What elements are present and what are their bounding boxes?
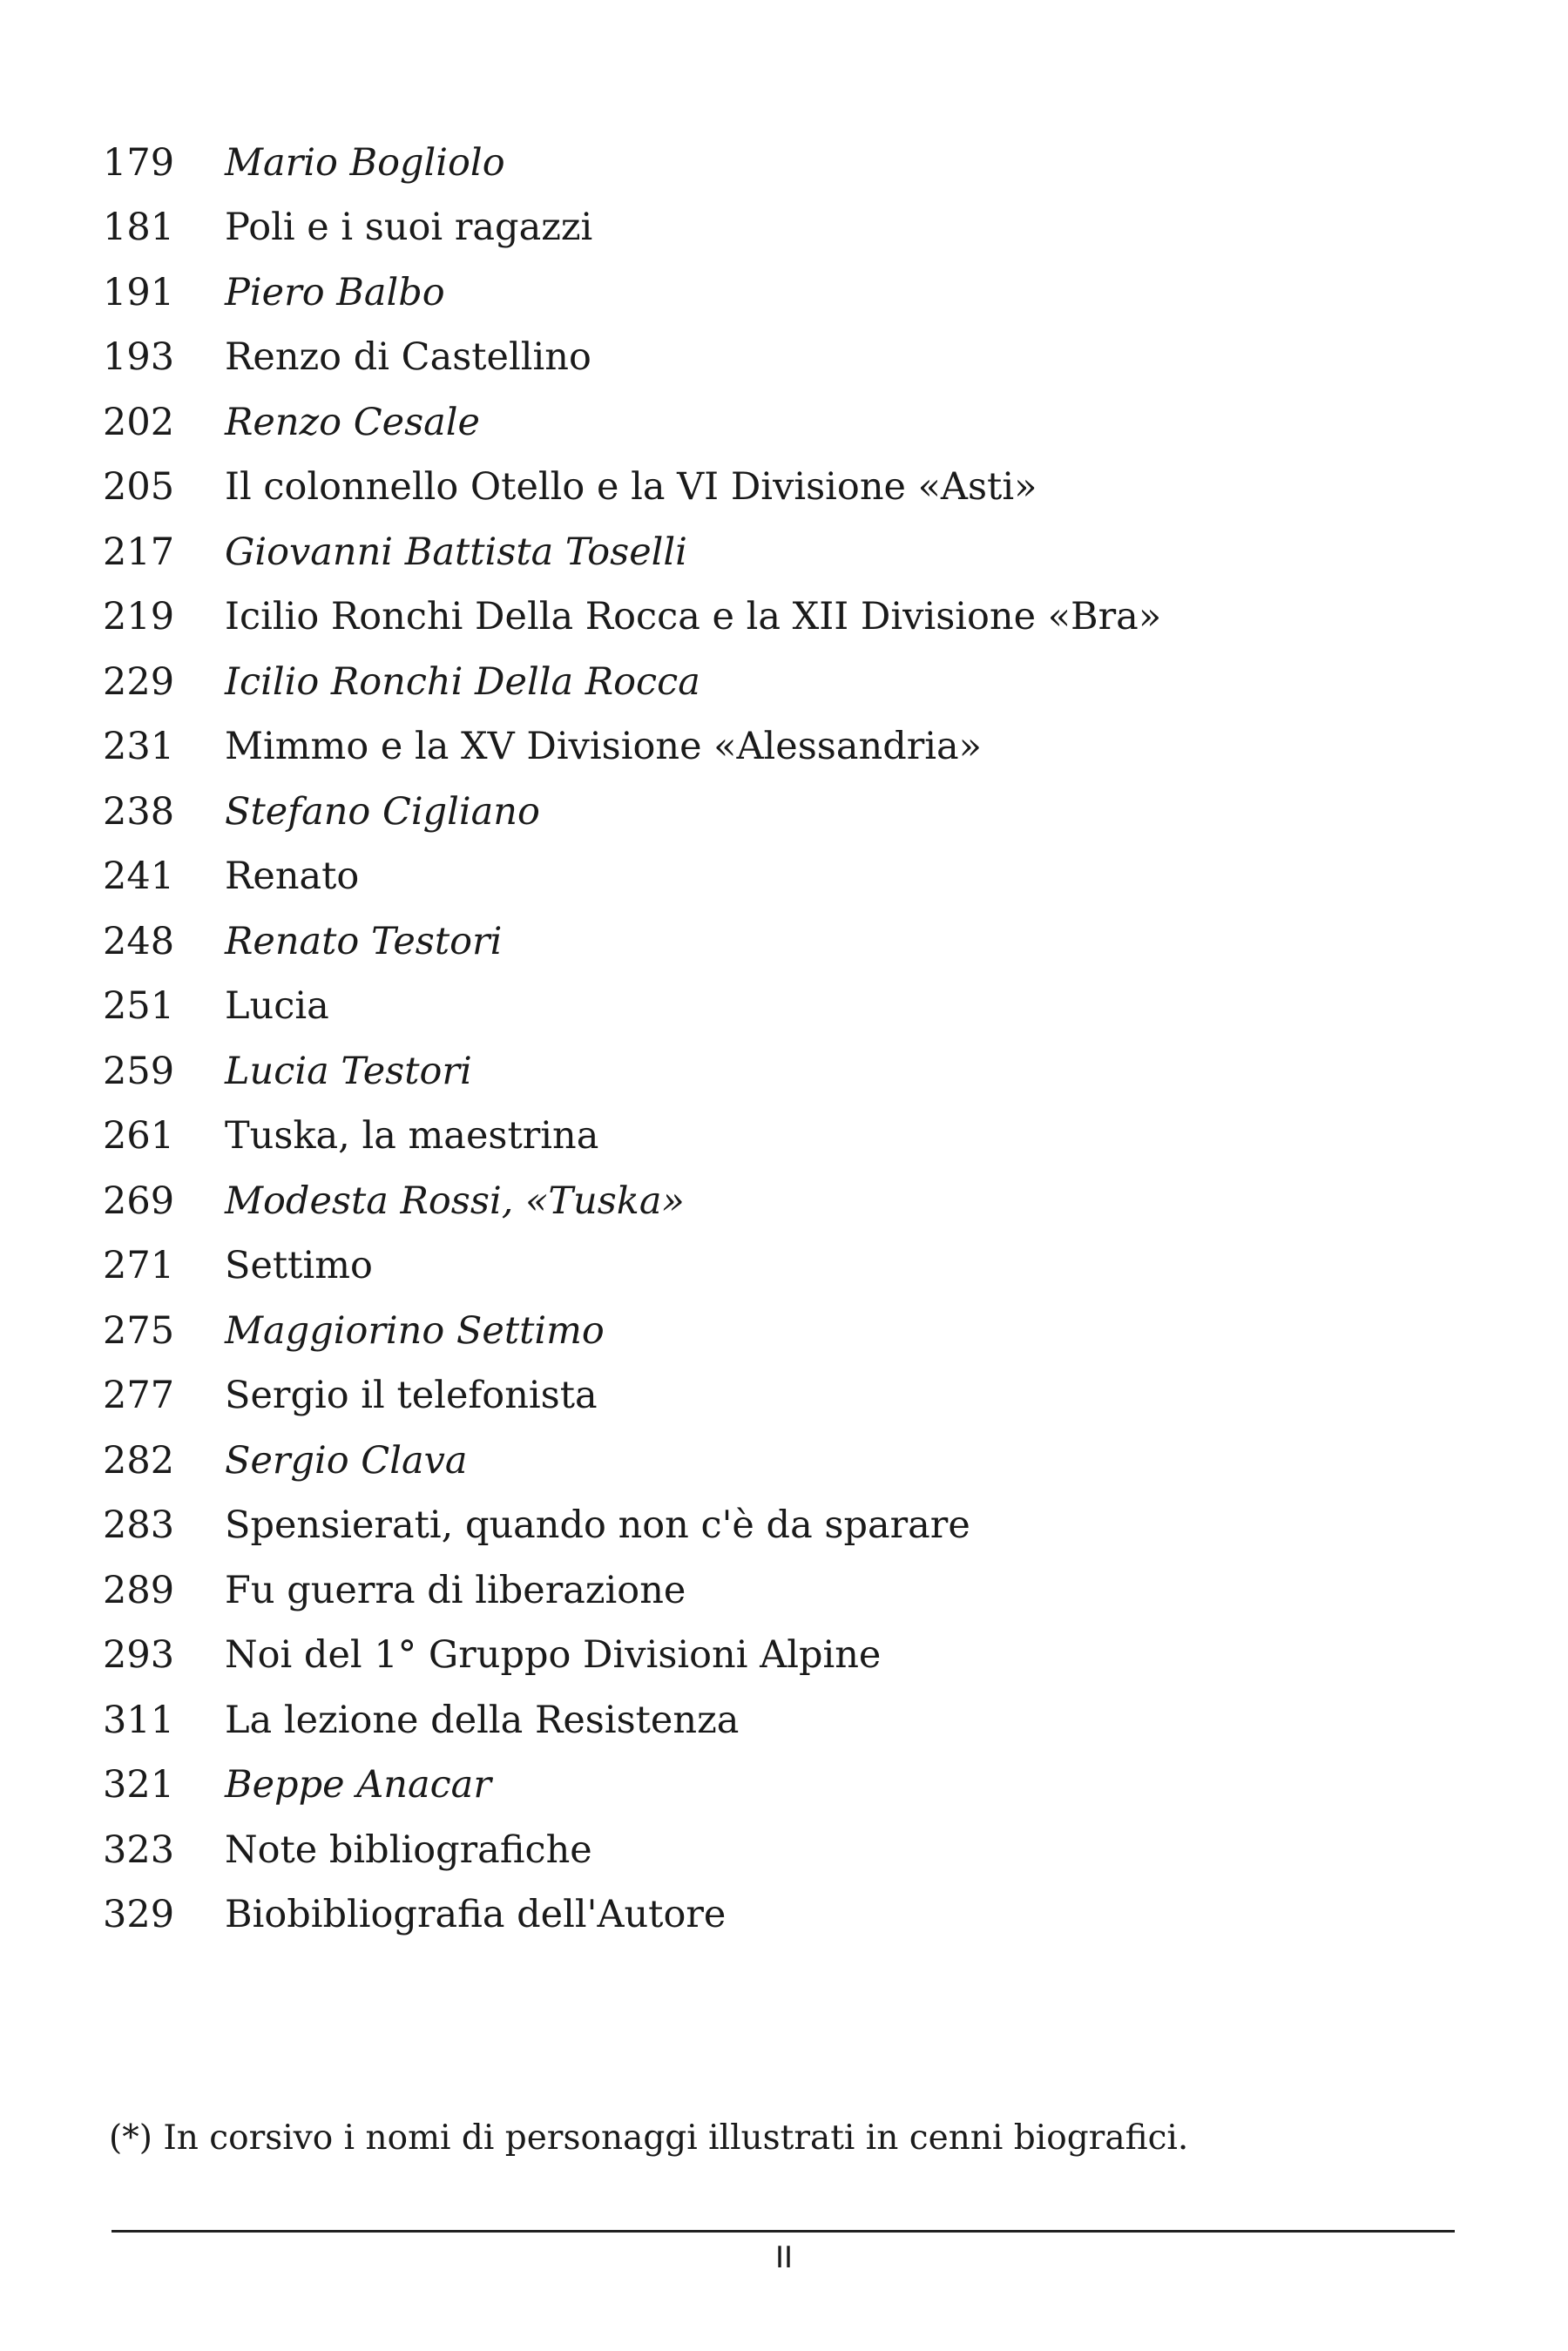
toc-entry [103,326,1462,391]
toc-entry [103,1883,1462,1949]
toc-entry [103,1169,1462,1234]
toc-entry [103,196,1462,261]
toc-entry [103,1558,1462,1624]
toc-entry-title: Mario Bogliolo [225,140,505,185]
toc-entry [103,1753,1462,1819]
toc-entry-title: Icilio Ronchi Della Rocca e la XII Divisione «Bra» [225,595,1162,639]
toc-entry-title: Beppe Anacar [225,1763,491,1807]
toc-entry [103,1688,1462,1753]
toc-entry [103,1105,1462,1170]
toc-page-number: 269 [103,1179,175,1223]
toc-page-number: 259 [103,1049,175,1093]
toc-page-number: 329 [103,1893,175,1937]
toc-entry [103,845,1462,910]
toc-entry [103,1299,1462,1364]
toc-entry-title: Tuska, la maestrina [225,1114,599,1159]
toc-entry-title: Settimo [225,1244,373,1288]
toc-entry-title: La lezione della Resistenza [225,1698,740,1742]
toc-entry [103,390,1462,456]
toc-page-number: 229 [103,659,175,704]
toc-page-number: 191 [103,270,175,314]
toc-page-number: 181 [103,206,175,250]
toc-page-number: 277 [103,1374,175,1418]
toc-page-number: 205 [103,465,175,510]
toc-entry-title: Biobibliografia dell'Autore [225,1893,727,1937]
toc-page-number: 179 [103,140,175,185]
toc-page-number: 261 [103,1114,175,1159]
toc-entry-title: Poli e i suoi ragazzi [225,206,593,250]
toc-page-number: 248 [103,919,175,963]
toc-entry-title: Maggiorino Settimo [225,1308,605,1353]
toc-entry-title: Sergio Clava [225,1438,468,1483]
toc-entry [103,1818,1462,1883]
toc-entry-title: Spensierati, quando non c'è da sparare [225,1503,970,1548]
toc-page-number: 231 [103,725,175,769]
footnote: (*) In corsivo i nomi di personaggi illustrati in cenni biografici. [109,2118,1189,2158]
toc-entry-title: Icilio Ronchi Della Rocca [225,659,700,704]
toc-entry [103,975,1462,1040]
toc-entry-title: Note bibliografiche [225,1827,592,1872]
toc-entry-title: Renato Testori [225,919,503,963]
page-number: II [774,2240,794,2275]
toc-page-number: 217 [103,530,175,574]
toc-entry [103,1494,1462,1559]
toc-entry [103,715,1462,780]
toc-page-number: 289 [103,1568,175,1612]
toc-entry [103,1429,1462,1494]
toc-page-number: 293 [103,1633,175,1678]
toc-page-number: 251 [103,984,175,1029]
toc-page-number: 311 [103,1698,175,1742]
toc-entry [103,1624,1462,1689]
toc-entry-title: Il colonnello Otello e la VI Divisione «Asti» [225,465,1037,510]
toc-entry-title: Piero Balbo [225,270,445,314]
toc-entry [103,585,1462,651]
toc-page-number: 275 [103,1308,175,1353]
toc-page-number: 283 [103,1503,175,1548]
toc-entry-title: Mimmo e la XV Divisione «Alessandria» [225,725,982,769]
toc-entry-title: Giovanni Battista Toselli [225,530,687,574]
toc-page-number: 202 [103,400,175,444]
toc-entry [103,456,1462,521]
toc-entry [103,1039,1462,1105]
toc-entry [103,780,1462,845]
toc-entry [103,909,1462,975]
toc-entry-title: Renato [225,855,360,899]
toc-entry-title: Fu guerra di liberazione [225,1568,686,1612]
toc-page-number: 323 [103,1827,175,1872]
table-of-contents [103,131,1462,1948]
toc-page-number: 193 [103,335,175,380]
toc-page-number: 282 [103,1438,175,1483]
toc-entry-title: Modesta Rossi, «Tuska» [225,1179,685,1223]
toc-entry-title: Lucia Testori [225,1049,472,1093]
toc-page-number: 321 [103,1763,175,1807]
toc-entry-title: Lucia [225,984,329,1029]
toc-entry [103,260,1462,326]
toc-entry [103,1234,1462,1300]
toc-entry [103,1364,1462,1429]
footer-rule [112,2230,1455,2233]
toc-entry-title: Stefano Cigliano [225,789,540,834]
toc-page-number: 219 [103,595,175,639]
toc-entry-title: Sergio il telefonista [225,1374,598,1418]
toc-entry [103,520,1462,585]
toc-entry-title: Noi del 1° Gruppo Divisioni Alpine [225,1633,882,1678]
toc-entry [103,131,1462,196]
toc-page-number: 238 [103,789,175,834]
toc-page-number: 271 [103,1244,175,1288]
toc-page-number: 241 [103,855,175,899]
toc-entry-title: Renzo Cesale [225,400,480,444]
toc-entry-title: Renzo di Castellino [225,335,591,380]
toc-entry [103,650,1462,715]
